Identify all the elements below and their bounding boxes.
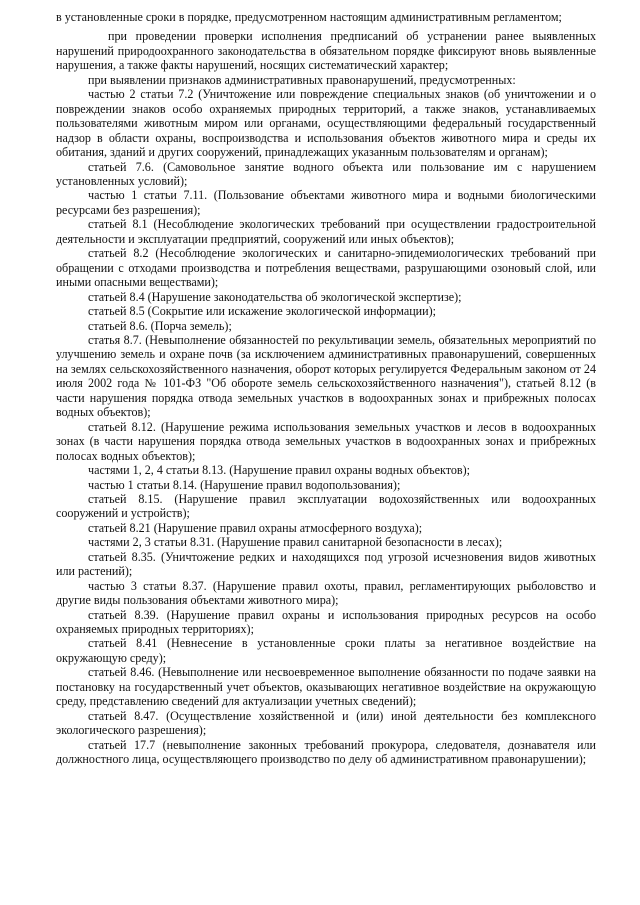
paragraph-1: в установленные сроки в порядке, предусмотренном настоящим административным регламентом; xyxy=(56,10,562,24)
paragraph-21: статьей 8.39. (Нарушение правил охраны и использования природных ресурсов на особо охраняемых природных территориях); xyxy=(56,607,596,637)
paragraph-6: частью 1 статьи 7.11. (Пользование объектами животного мира и водными биологическими ресурсами без разрешения); xyxy=(56,188,596,217)
paragraph-15: частью 1 статьи 8.14. (Нарушение правил водопользования); xyxy=(88,477,401,492)
paragraph-18: частями 2, 3 статьи 8.31. (Нарушение правил санитарной безопасности в лесах); xyxy=(88,535,503,550)
paragraph-13: статьей 8.12. (Нарушение режима использования земельных участков и лесов в водоохранных зонах (в части нарушения порядка отвода земельных участков в водоохранных зонах и прибрежных полосах водных объектов); xyxy=(56,419,596,463)
paragraph-4: частью 2 статьи 7.2 (Уничтожение или повреждение специальных знаков (об уничтожении и о повреждении знаков особо охраняемых природных территорий, а также знаков, устанавливаемых пользователями животным миром или органами, осуществляющими федеральный государственный надзор в области охраны, воспроизводства и использования объектов животного мира и среды их обитания, зданий и других сооружений, принадлежащих указанным пользователям и органам); xyxy=(56,87,596,160)
paragraph-19: статьей 8.35. (Уничтожение редких и находящихся под угрозой исчезновения видов животных или растений); xyxy=(56,549,596,579)
paragraph-20: частью 3 статьи 8.37. (Нарушение правил охоты, правил, регламентирующих рыболовство и другие виды пользования объектами животного мира); xyxy=(56,578,596,608)
paragraph-22: статьей 8.41 (Невнесение в установленные сроки платы за негативное воздействие на окружающую среду); xyxy=(56,636,596,665)
paragraph-9: статьей 8.4 (Нарушение законодательства об экологической экспертизе); xyxy=(88,289,462,304)
paragraph-7: статьей 8.1 (Несоблюдение экологических требований при осуществлении градостроительной деятельности и эксплуатации предприятий, сооружений или иных объектов); xyxy=(56,217,596,246)
paragraph-24: статьей 8.47. (Осуществление хозяйственной и (или) иной деятельности без комплексного экологического разрешения); xyxy=(56,708,596,738)
paragraph-12: статья 8.7. (Невыполнение обязанностей по рекультивации земель, обязательных мероприятий по улучшению земель и охране почв (за исключением административных правонарушений, совершенных на землях сельскохозяйственного назначения, оборот которых регулируется Федеральным законом от 24 июля 2002 года № 101-ФЗ "Об обороте земель сельскохозяйственного назначения"), статьей 8.12 (в части нарушения порядка отвода земельных участков в водоохранных зонах и прибрежных полосах водных объектов); xyxy=(56,332,596,420)
paragraph-2: при проведении проверки исполнения предписаний об устранении ранее выявленных нарушений природоохранного законодательства в обязательном порядке фиксируют вновь выявленные нарушения, а также факты нарушений, носящих систематический характер; xyxy=(56,29,596,73)
paragraph-16: статьей 8.15. (Нарушение правил эксплуатации водохозяйственных или водоохранных сооружений и устройств); xyxy=(56,491,596,521)
paragraph-14: частями 1, 2, 4 статьи 8.13. (Нарушение правил охраны водных объектов); xyxy=(88,463,470,478)
paragraph-11: статьей 8.6. (Порча земель); xyxy=(88,318,232,333)
paragraph-3: при выявлении признаков административных правонарушений, предусмотренных: xyxy=(88,72,516,87)
paragraph-17: статьей 8.21 (Нарушение правил охраны атмосферного воздуха); xyxy=(88,520,423,535)
paragraph-23: статьей 8.46. (Невыполнение или несвоевременное выполнение обязанности по подаче заявки на постановку на государственный учет объектов, оказывающих негативное воздействие на окружающую среду, представлению сведений для актуализации учетных сведений); xyxy=(56,665,596,709)
paragraph-5: статьей 7.6. (Самовольное занятие водного объекта или пользование им с нарушением установленных условий); xyxy=(56,159,596,188)
paragraph-8: статьей 8.2 (Несоблюдение экологических и санитарно-эпидемиологических требований при обращении с отходами производства и потребления веществами, разрушающими озоновый слой, или иными опасными веществами); xyxy=(56,246,596,290)
paragraph-10: статьей 8.5 (Сокрытие или искажение экологической информации); xyxy=(88,304,437,319)
document-page xyxy=(56,10,596,767)
paragraph-25: статьей 17.7 (невыполнение законных требований прокурора, следователя, дознавателя или должностного лица, осуществляющего производство по делу об административном правонарушении); xyxy=(56,737,596,767)
